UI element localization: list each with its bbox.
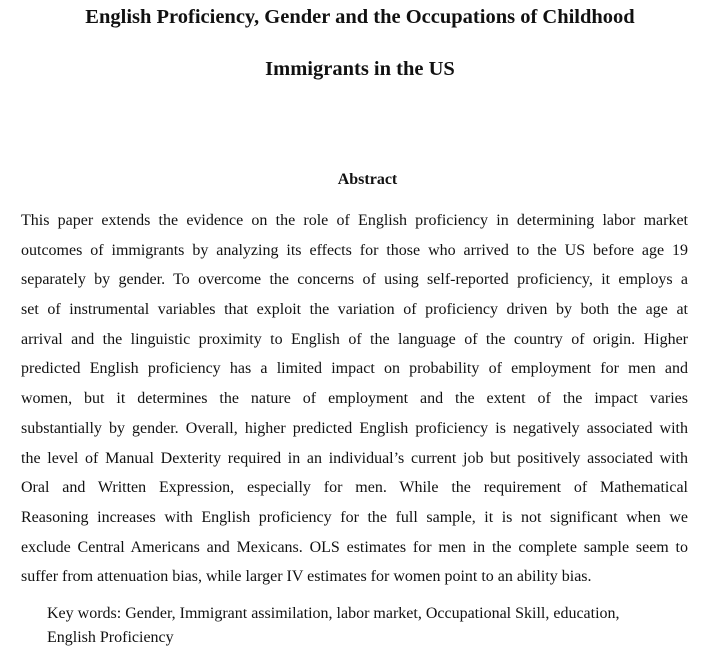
abstract-line: arrival and the linguistic proximity to English of the language of the country of origin. Higher (21, 330, 688, 348)
paper-title-line-2: Immigrants in the US (265, 58, 455, 80)
keywords (47, 602, 697, 650)
abstract-heading: Abstract (337, 171, 398, 188)
abstract-line: the level of Manual Dexterity required in an individual’s current job but positively associated with (21, 449, 688, 467)
abstract-line: set of instrumental variables that exploit the variation of proficiency driven by both the age at (21, 301, 688, 319)
abstract-body (21, 206, 688, 592)
abstract-line: Reasoning increases with English proficiency for the full sample, it is not significant when we (21, 508, 688, 526)
abstract-line: predicted English proficiency has a limited impact on probability of employment for men and (21, 360, 688, 378)
abstract-line: exclude Central Americans and Mexicans. OLS estimates for men in the complete sample seem to (21, 538, 688, 556)
abstract-line: Oral and Written Expression, especially for men. While the requirement of Mathematical (21, 479, 688, 497)
paper-title-line-1: English Proficiency, Gender and the Occupations of Childhood (85, 6, 635, 28)
abstract-line: substantially by gender. Overall, higher predicted English proficiency is negatively associated with (21, 419, 688, 437)
keywords-line-2: English Proficiency (47, 629, 174, 646)
abstract-line: This paper extends the evidence on the role of English proficiency in determining labor market (21, 212, 688, 229)
abstract-line: separately by gender. To overcome the concerns of using self-reported proficiency, it employs a (21, 271, 688, 289)
abstract-line: suffer from attenuation bias, while larger IV estimates for women point to an ability bias. (21, 568, 592, 586)
abstract-line: outcomes of immigrants by analyzing its effects for those who arrived to the US before age 19 (21, 241, 688, 259)
abstract-line: women, but it determines the nature of employment and the extent of the impact varies (21, 390, 688, 408)
keywords-line-1: Key words: Gender, Immigrant assimilation, labor market, Occupational Skill, education, (47, 605, 620, 622)
